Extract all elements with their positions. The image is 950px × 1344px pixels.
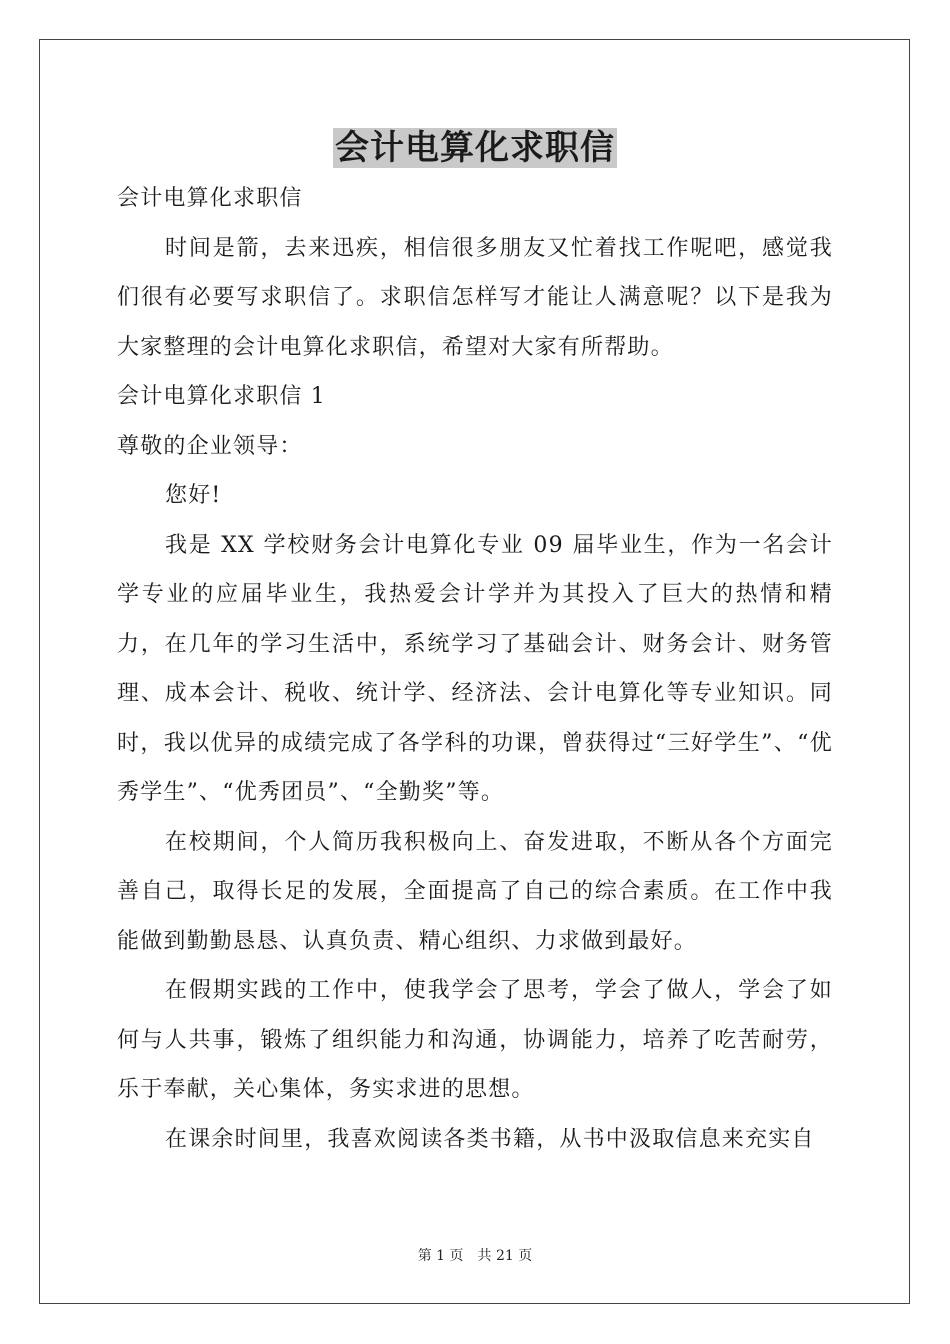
- page-number: 第 1 页 共 21 页: [417, 1248, 533, 1264]
- document-body: [117, 174, 833, 1164]
- paragraph: 会计电算化求职信 1: [117, 384, 326, 409]
- paragraph: 在课余时间里，我喜欢阅读各类书籍，从书中汲取信息来充实自: [165, 1126, 815, 1152]
- paragraph: 在校期间，个人简历我积极向上、奋发进取，不断从各个方面完善自己，取得长足的发展，全面提高了自己的综合素质。在工作中我能做到勤勤恳恳、认真负责、精心组织、力求做到最好。: [117, 829, 833, 954]
- page-footer: [0, 1245, 950, 1265]
- paragraph: 时间是箭，去来迅疾，相信很多朋友又忙着找工作呢吧，感觉我们很有必要写求职信了。求职信怎样写才能让人满意呢？以下是我为大家整理的会计电算化求职信，希望对大家有所帮助。: [117, 235, 833, 360]
- paragraph: 在假期实践的工作中，使我学会了思考，学会了做人，学会了如何与人共事，锻炼了组织能力和沟通，协调能力，培养了吃苦耐劳，乐于奉献，关心集体，务实求进的思想。: [117, 978, 833, 1102]
- paragraph: 会计电算化求职信: [117, 186, 303, 211]
- document-title: 会计电算化求职信: [335, 128, 615, 168]
- paragraph: 我是 XX 学校财务会计电算化专业 09 届毕业生，作为一名会计学专业的应届毕业生，我热爱会计学并为其投入了巨大的热情和精力，在几年的学习生活中，系统学习了基础会计、财务会计、财务管理、成本会计、税收、统计学、经济法、会计电算化等专业知识。同时，我以优异的成绩完成了各学科的功课，曾获得过“三好学生”、“优秀学生”、“优秀团员”、“全勤奖”等。: [117, 532, 833, 805]
- paragraph: 您好!: [165, 483, 222, 508]
- paragraph: 尊敬的企业领导：: [117, 433, 303, 459]
- title-container: [0, 128, 950, 168]
